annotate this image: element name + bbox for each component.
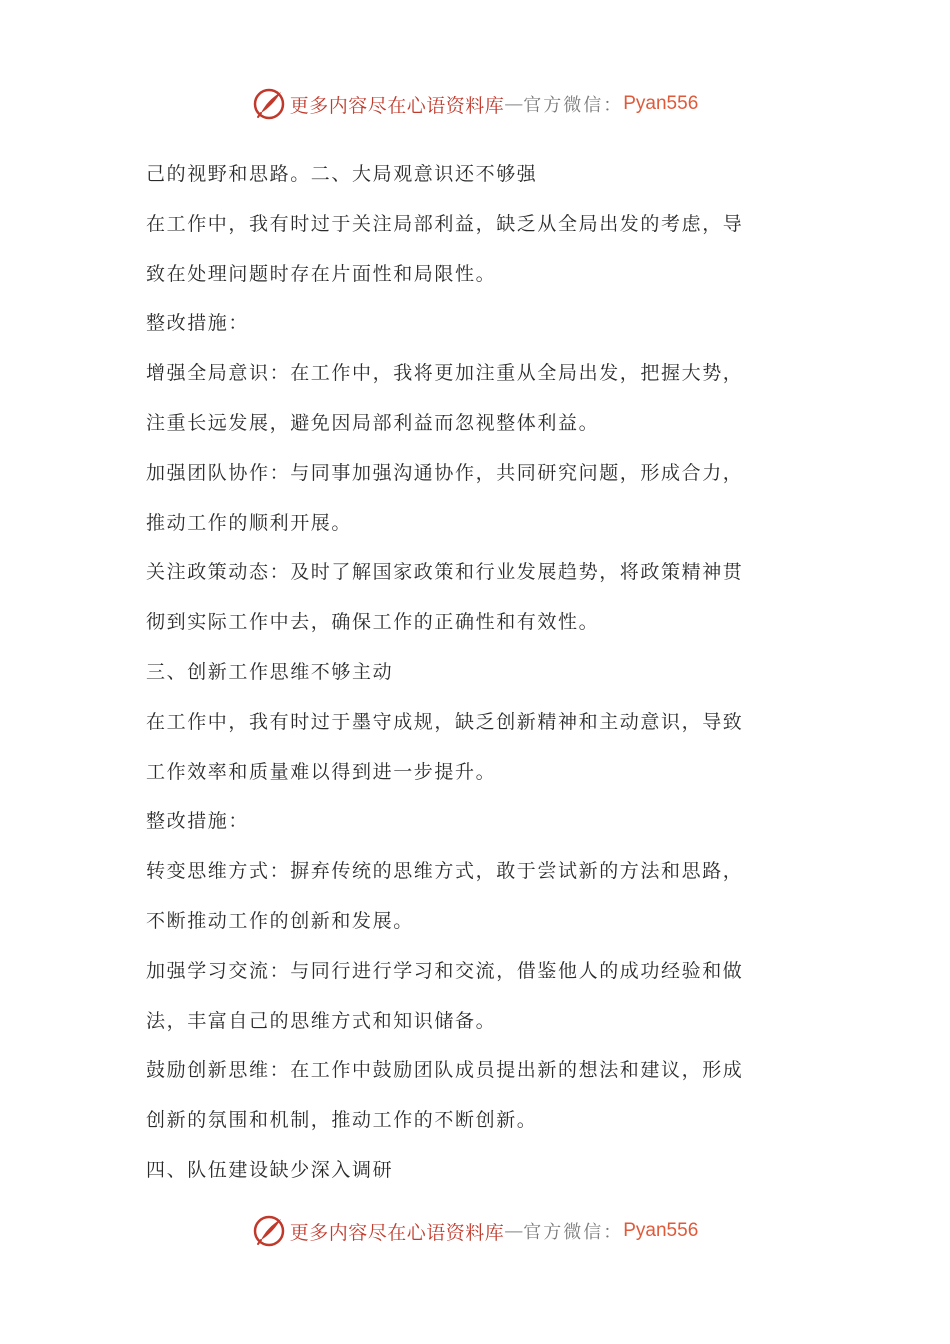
body-line: 致在处理问题时存在片面性和局限性。: [146, 262, 497, 285]
header-banner: [0, 84, 950, 124]
section-heading: 整改措施：: [146, 810, 250, 833]
footer-wechat-id: Pyan556: [623, 1220, 699, 1241]
footer-wechat-label: 官方微信：: [523, 1222, 624, 1243]
body-line: 鼓励创新思维：在工作中鼓励团队成员提出新的想法和建议，形成: [146, 1059, 744, 1082]
section-heading: 四、队伍建设缺少深入调研: [146, 1158, 394, 1181]
body-line: 不断推动工作的创新和发展。: [146, 909, 414, 932]
body-line: 增强全局意识：在工作中，我将更加注重从全局出发，把握大势，: [146, 362, 744, 385]
body-line: 在工作中，我有时过于墨守成规，缺乏创新精神和主动意识，导致: [146, 710, 744, 733]
quill-logo-icon: [252, 87, 286, 121]
footer-brand-text: 更多内容尽在心语资料库: [289, 1221, 505, 1244]
body-line: 转变思维方式：摒弃传统的思维方式，敢于尝试新的方法和思路，: [146, 860, 744, 883]
body-line: 关注政策动态：及时了解国家政策和行业发展趋势，将政策精神贯: [146, 561, 744, 584]
body-line: 加强团队协作：与同事加强沟通协作，共同研究问题，形成合力，: [146, 461, 744, 484]
quill-logo-icon: [252, 1214, 286, 1248]
header-brand-text: 更多内容尽在心语资料库: [289, 94, 505, 117]
section-heading: 整改措施：: [146, 312, 250, 335]
body-line: 己的视野和思路。二、大局观意识还不够强: [146, 163, 538, 185]
section-heading: 三、创新工作思维不够主动: [146, 660, 394, 683]
body-line: 创新的氛围和机制，推动工作的不断创新。: [146, 1109, 538, 1132]
body-line: 加强学习交流：与同行进行学习和交流，借鉴他人的成功经验和做: [146, 959, 744, 982]
footer-banner: [0, 1211, 950, 1251]
body-line: 推动工作的顺利开展。: [146, 511, 353, 534]
footer-separator: —: [504, 1220, 524, 1242]
body-line: 法，丰富自己的思维方式和知识储备。: [146, 1009, 497, 1032]
body-line: 在工作中，我有时过于关注局部利益，缺乏从全局出发的考虑，导: [146, 212, 744, 235]
body-line: 注重长远发展，避免因局部利益而忽视整体利益。: [146, 411, 600, 434]
header-separator: —: [504, 93, 524, 115]
body-line: 工作效率和质量难以得到进一步提升。: [146, 760, 497, 783]
document-body: [146, 150, 811, 1196]
body-line: 彻到实际工作中去，确保工作的正确性和有效性。: [146, 611, 600, 634]
header-wechat-label: 官方微信：: [523, 95, 624, 116]
header-wechat-id: Pyan556: [623, 93, 699, 114]
